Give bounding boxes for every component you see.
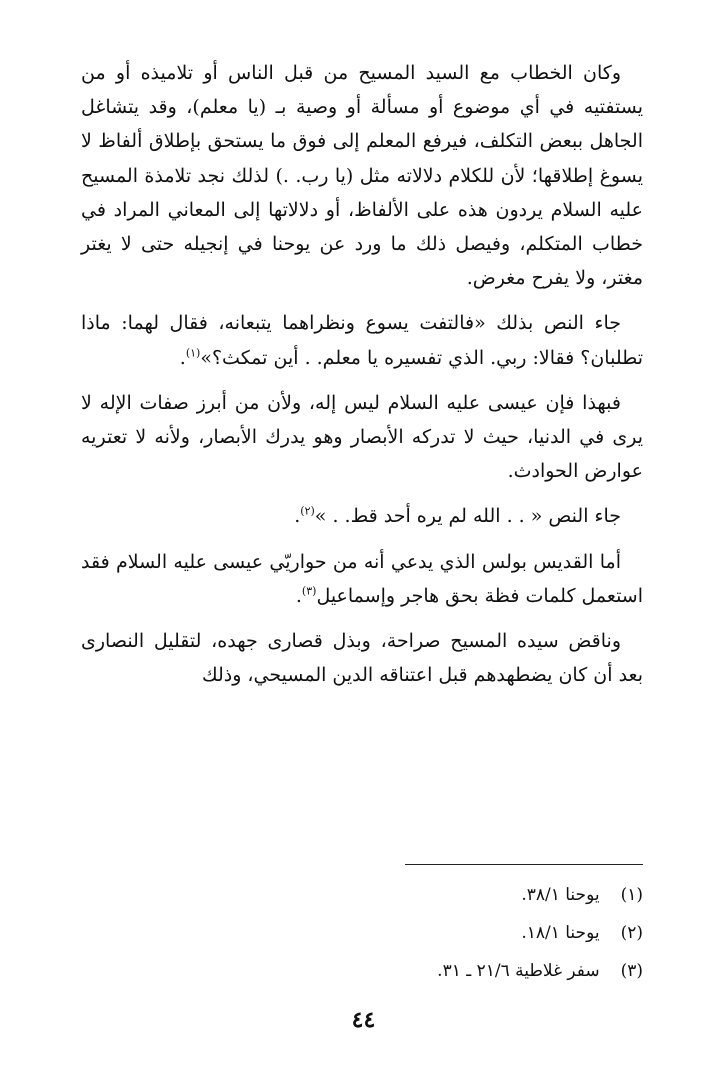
footnote-text: يوحنا ٣٨/١. bbox=[521, 885, 600, 905]
footnotes bbox=[81, 876, 643, 990]
footnote-number: (٣) bbox=[620, 961, 643, 981]
footnote-1 bbox=[81, 876, 643, 914]
paragraph-3: فبهذا فإن عيسى عليه السلام ليس إله، ولأن من أبرز صفات الإله لا يرى في الدنيا، حيث لا تدركه الأبصار وهو يدرك الأبصار، ولأنه لا تعتريه عوارض الحوادث. bbox=[81, 391, 643, 483]
footnote-divider bbox=[405, 864, 643, 865]
footnote-number: (٢) bbox=[620, 923, 643, 943]
paragraph-6: وناقض سيده المسيح صراحة، وبذل قصارى جهده، لتقليل النصارى بعد أن كان يضطهدهم قبل اعتناقه الدين المسيحي، وذلك bbox=[81, 630, 643, 687]
footnote-ref-1: (١) bbox=[185, 346, 201, 360]
paragraph-2: جاء النص بذلك «فالتفت يسوع ونظراهما يتبعانه، فقال لهما: ماذا تطلبان؟ فقالا: ربي. الذي تفسيره يا معلم. . أين تمكث؟»$^{(١)}$. bbox=[81, 312, 643, 369]
paragraph-1: وكان الخطاب مع السيد المسيح من قبل الناس أو تلاميذه أو من يستفتيه في أي موضوع أو مسألة أو وصية بـ (يا معلم)، وقد يتشاغل الجاهل ببعض التكلف، فيرفع المعلم إلى فوق ما يستحق بإطلاق ألفاظ لا يسوغ إطلاقها؛ لأن للكلام دلالاته مثل (يا رب. .) لذلك نجد تلامذة المسيح عليه السلام يردون هذه على الألفاظ، أو دلالاتها إلى المعاني المراد في خطاب المتكلم، وفيصل ذلك ما ورد عن يوحنا في إنجيله حتى لا يغتر مغتر، ولا يفرح مغرض. bbox=[81, 62, 643, 290]
footnote-text: سفر غلاطية ٢١/٦ ـ ٣١. bbox=[437, 961, 600, 981]
main-text bbox=[81, 56, 643, 703]
footnote-number: (١) bbox=[620, 885, 643, 905]
footnote-ref-2: (٢) bbox=[300, 505, 315, 519]
footnote-text: يوحنا ١٨/١. bbox=[521, 923, 600, 943]
footnote-ref-3: (٣) bbox=[301, 584, 317, 598]
paragraph-5: أما القديس بولس الذي يدعي أنه من حواريّي عيسى عليه السلام فقد استعمل كلمات فظة بحق هاجر وإسماعيل$^{(٣)}$. bbox=[81, 550, 643, 607]
paragraph-4: جاء النص « . . الله لم يره أحد قط. . »$^{(٢)}$. bbox=[294, 505, 621, 528]
page-number: ٤٤ bbox=[351, 1007, 376, 1033]
footnote-2 bbox=[81, 914, 643, 952]
footnote-3 bbox=[81, 952, 643, 990]
